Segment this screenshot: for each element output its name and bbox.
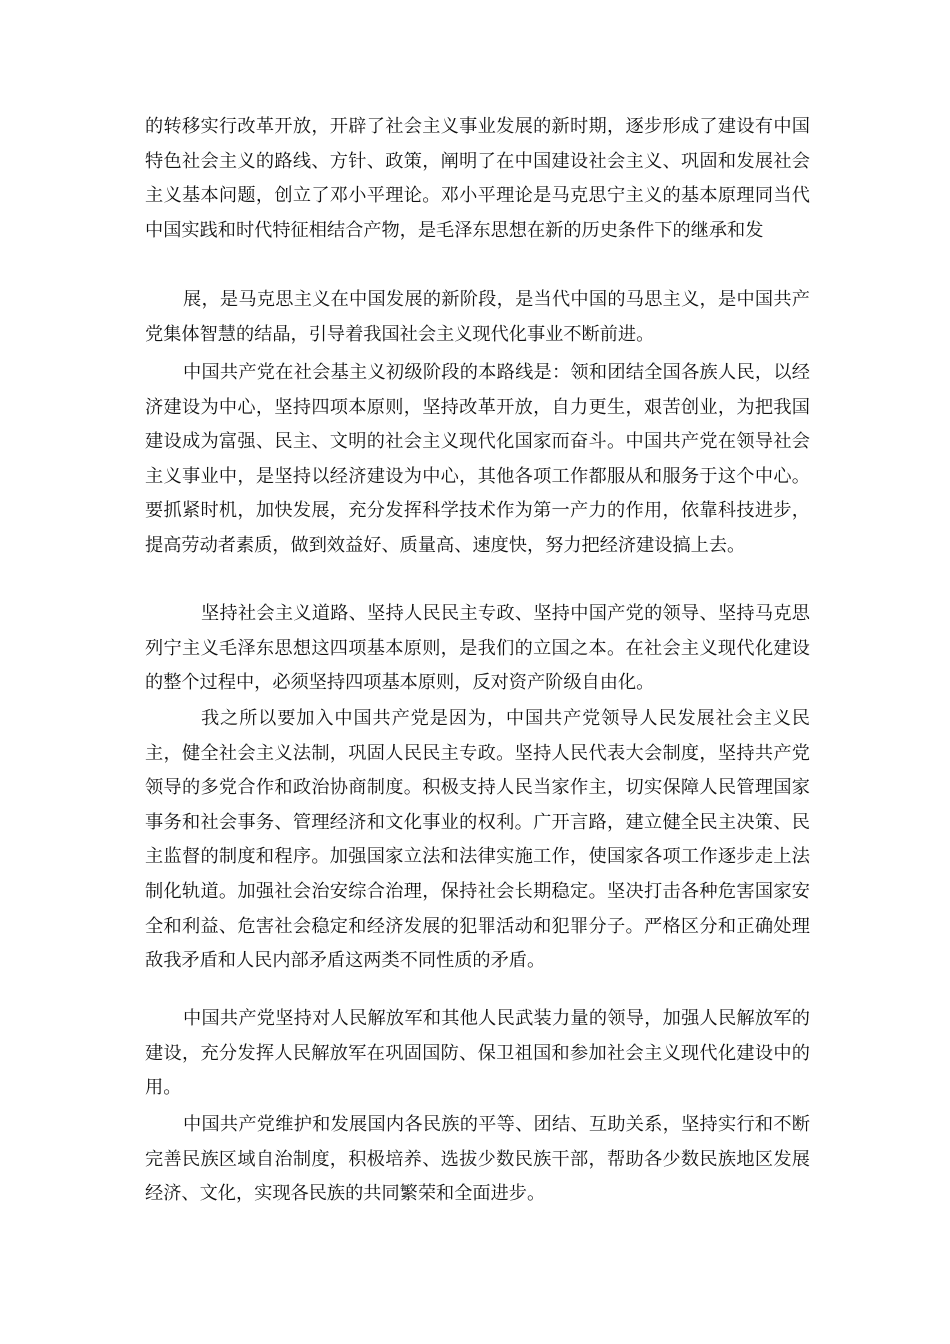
paragraph-2: 展，是马克思主义在中国发展的新阶段，是当代中国的马思主义，是中国共产党集体智慧的结晶，引导着我国社会主义现代化事业不断前进。 <box>145 289 810 345</box>
paragraph-4: 坚持社会主义道路、坚持人民民主专政、坚持中国产党的领导、坚持马克思列宁主义毛泽东思想这四项基本原则，是我们的立国之本。在社会主义现代化建设的整个过程中，必须坚持四项基本原则，反对资产阶级自由化。 <box>145 603 810 694</box>
paragraph-3: 中国共产党在社会基主义初级阶段的本路线是：领和团结全国各族人民，以经济建设为中心，坚持四项本原则，坚持改革开放，自力更生，艰苦创业，为把我国建设成为富强、民主、文明的社会主义现代化国家而奋斗。中国共产党在领导社会主义事业中，是坚持以经济建设为中心，其他各项工作都服从和服务于这个中心。要抓紧时机，加快发展，充分发挥科学技术作为第一产力的作用，依靠科技进步，提高劳动者素质，做到效益好、质量高、速度快，努力把经济建设搞上去。 <box>145 362 810 556</box>
paragraph-6: 中国共产党坚持对人民解放军和其他人民武装力量的领导，加强人民解放军的建设，充分发挥人民解放军在巩固国防、保卫祖国和参加社会主义现代化建设中的用。 <box>145 1008 810 1099</box>
paragraph-7: 中国共产党维护和发展国内各民族的平等、团结、互助关系，坚持实行和不断完善民族区域自治制度，积极培养、选拔少数民族干部，帮助各少数民族地区发展经济、文化，实现各民族的共同繁荣和全面进步。 <box>145 1114 810 1205</box>
paragraph-1: 的转移实行改革开放，开辟了社会主义事业发展的新时期，逐步形成了建设有中国特色社会主义的路线、方针、政策，阐明了在中国建设社会主义、巩固和发展社会主义基本问题，创立了邓小平理论。邓小平理论是马克思宁主义的基本原理同当代中国实践和时代特征相结合产物，是毛泽东思想在新的历史条件下的继承和发 <box>145 116 810 241</box>
paragraph-5: 我之所以要加入中国共产党是因为，中国共产党领导人民发展社会主义民主，健全社会主义法制，巩固人民民主专政。坚持人民代表大会制度，坚持共产党领导的多党合作和政治协商制度。积极支持人民当家作主，切实保障人民管理国家事务和社会事务、管理经济和文化事业的权利。广开言路，建立健全民主决策、民主监督的制度和程序。加强国家立法和法律实施工作，使国家各项工作逐步走上法制化轨道。加强社会治安综合治理，保持社会长期稳定。坚决打击各种危害国家安全和利益、危害社会稳定和经济发展的犯罪活动和犯罪分子。严格区分和正确处理敌我矛盾和人民内部矛盾这两类不同性质的矛盾。 <box>145 708 810 972</box>
